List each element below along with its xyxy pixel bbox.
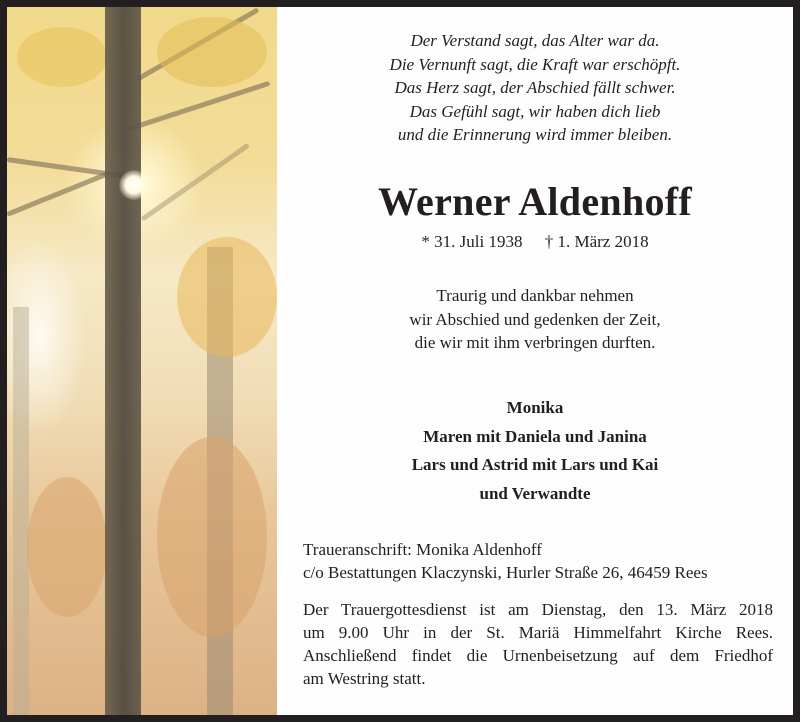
tree-trunk-far-left <box>13 307 29 715</box>
tree-branch <box>141 143 250 222</box>
service-line: Anschließend findet die Urnenbeisetzung auf dem Friedhof <box>303 646 773 665</box>
tree-branch <box>7 171 110 217</box>
poem-line: Das Herz sagt, der Abschied fällt schwer. <box>394 78 676 97</box>
tree-branch <box>126 81 270 132</box>
foliage <box>17 27 107 87</box>
foliage <box>27 477 107 617</box>
mourner-line: Maren mit Daniela und Janina <box>423 426 647 446</box>
service-line: Der Trauergottesdienst ist am Dienstag, den 13. März 2018 <box>303 600 773 619</box>
mourning-address <box>303 538 783 584</box>
obituary-text-panel <box>277 7 793 715</box>
poem <box>277 29 793 147</box>
poem-line: und die Erinnerung wird immer bleiben. <box>397 125 673 144</box>
poem-line: Der Verstand sagt, das Alter war da. <box>410 31 660 50</box>
mourner-line: Lars und Astrid mit Lars und Kai <box>411 455 659 474</box>
mourner-line: und Verwandte <box>479 483 591 503</box>
sun-glow <box>119 170 149 200</box>
address-line: c/o Bestattungen Klaczynski, Hurler Straße 26, 46459 Rees <box>303 563 708 582</box>
thanks-line: Traurig und dankbar nehmen <box>436 286 634 305</box>
obituary-card <box>7 7 793 715</box>
thanks-line: wir Abschied und gedenken der Zeit, <box>409 309 661 329</box>
mourner-line: Monika <box>506 398 564 417</box>
life-dates <box>277 231 793 253</box>
mourners-list <box>277 394 793 508</box>
service-line: um 9.00 Uhr in der St. Mariä Himmelfahrt Kirche Rees. <box>303 623 773 642</box>
funeral-service-info <box>303 598 773 690</box>
death-date: † 1. März 2018 <box>544 232 649 251</box>
foliage <box>157 17 267 87</box>
thanks-line: die wir mit ihm verbringen durften. <box>414 333 656 352</box>
address-line: Traueranschrift: Monika Aldenhoff <box>303 540 542 559</box>
thanks-message <box>277 284 793 355</box>
autumn-forest-image <box>7 7 277 715</box>
foliage <box>157 437 267 637</box>
foliage <box>177 237 277 357</box>
deceased-name: Werner Aldenhoff <box>377 179 693 224</box>
poem-line: Die Vernunft sagt, die Kraft war erschöpft. <box>389 54 681 74</box>
tree-trunk-main <box>105 7 141 715</box>
birth-date: * 31. Juli 1938 <box>421 232 523 251</box>
poem-line: Das Gefühl sagt, wir haben dich lieb <box>409 101 661 121</box>
service-line: am Westring statt. <box>303 669 426 688</box>
